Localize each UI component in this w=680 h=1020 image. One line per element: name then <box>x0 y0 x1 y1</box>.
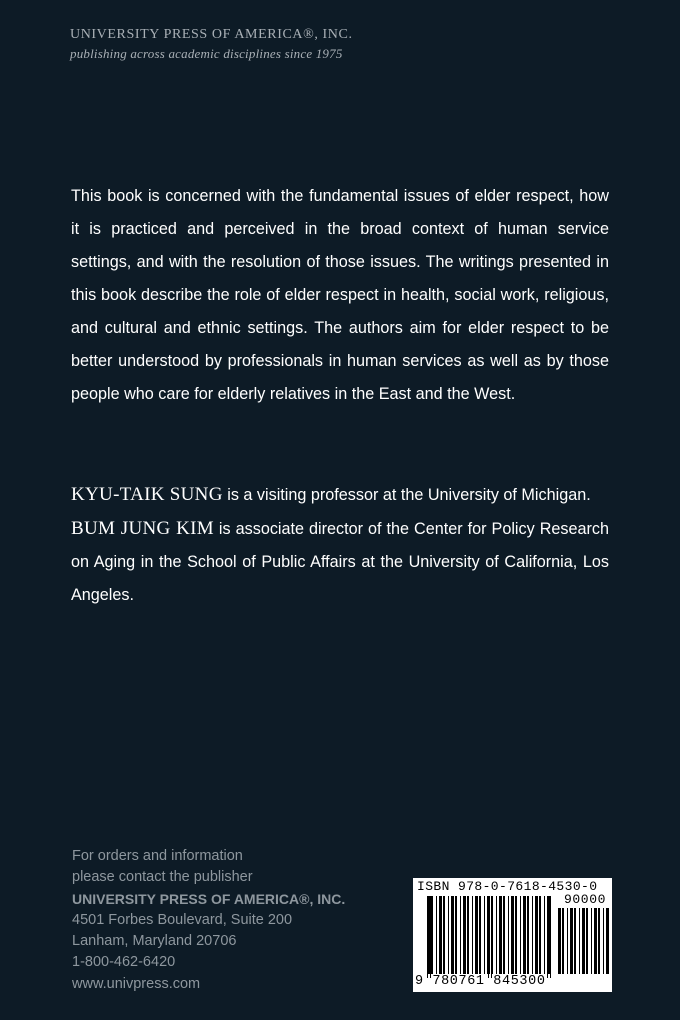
contact-publisher: UNIVERSITY PRESS OF AMERICA®, INC. <box>72 890 346 907</box>
contact-website: www.univpress.com <box>72 975 201 992</box>
author-bio-text-2: is associate director of the Center for Policy Research on Aging in the School of Public Affairs at the University of California, Los Angeles. <box>71 520 610 604</box>
contact-address-2: Lanham, Maryland 20706 <box>72 933 237 950</box>
contact-address-1: 4501 Forbes Boulevard, Suite 200 <box>72 911 293 928</box>
book-description: This book is concerned with the fundamental issues of elder respect, how it is practiced and perceived in the broad context of human service settings, and with the resolution of those issues. The writings presented in this book describe the role of elder respect in health, social work, religious, and cultural and ethnic settings. The authors aim for elder respect to be better understood by professionals in human services as well as by those people who care for elderly relatives in the East and the West. <box>71 187 609 403</box>
publisher-name: UNIVERSITY PRESS OF AMERICA®, INC. <box>70 27 353 42</box>
author-bio-2 <box>71 512 609 612</box>
barcode <box>413 878 612 992</box>
barcode-digits: 9 780761 845300 <box>415 974 546 989</box>
contact-line-1: For orders and information <box>72 848 243 864</box>
contact-info <box>72 846 345 995</box>
contact-line-2: please contact the publisher <box>72 869 253 886</box>
publisher-header <box>70 26 353 64</box>
author-name-1: KYU-TAIK SUNG <box>71 484 223 505</box>
contact-phone: 1-800-462-6420 <box>72 954 176 971</box>
author-bios <box>71 478 609 612</box>
author-name-2: BUM JUNG KIM <box>71 518 214 539</box>
price-code: 90000 <box>563 892 606 907</box>
publisher-tagline: publishing across academic disciplines since 1975 <box>70 46 343 61</box>
author-bio-text-1: is a visiting professor at the University of Michigan. <box>222 486 591 504</box>
author-bio-1 <box>71 478 609 512</box>
isbn-label: ISBN 978-0-7618-4530-0 <box>417 879 598 894</box>
